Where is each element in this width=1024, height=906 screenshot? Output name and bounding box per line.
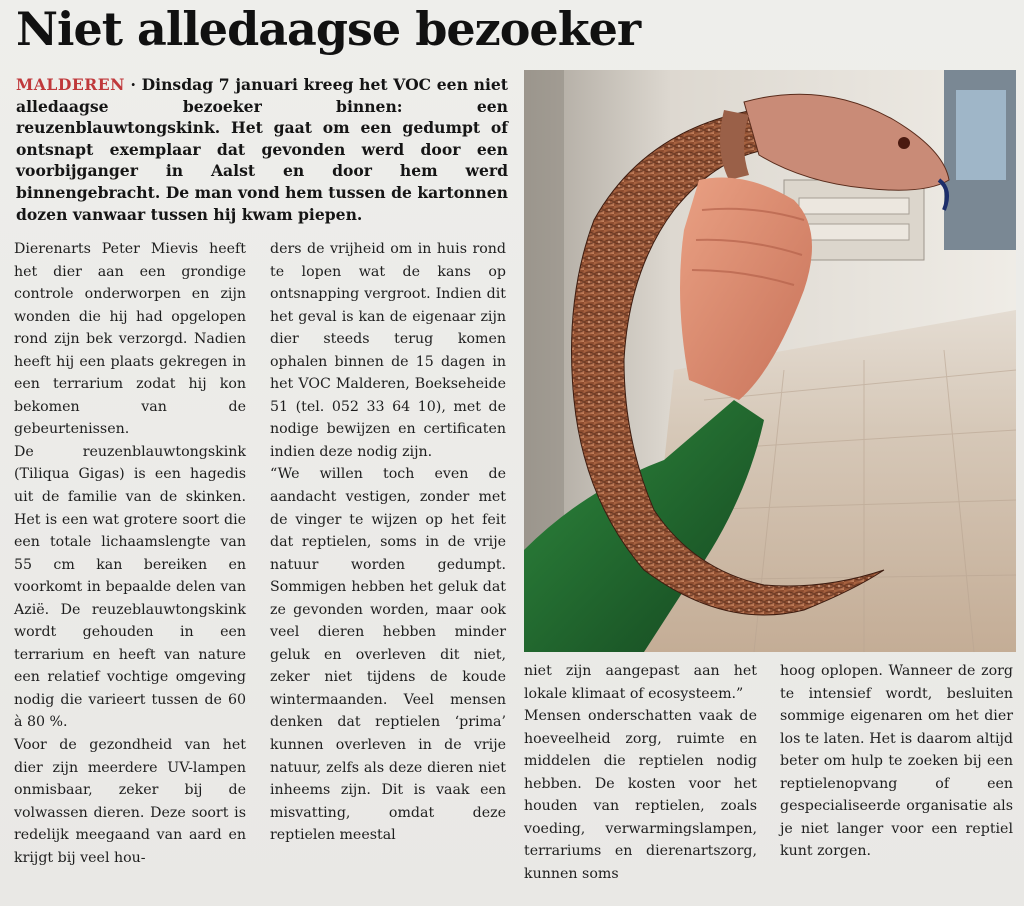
column-1	[14, 238, 246, 869]
lead-paragraph	[16, 74, 508, 225]
headline: Niet alledaagse bezoeker	[16, 2, 641, 56]
paragraph: niet zijn aangepast aan het lokale klimaat of ecosysteem.”	[524, 663, 757, 702]
paragraph: hoog oplopen. Wanneer de zorg te intensief wordt, besluiten sommige eigenaren om het dier los te laten. Het is daarom altijd beter om hulp te zoeken bij een reptielenopvang of een gespecialiseerde organisatie als je niet langer voor een reptiel kunt zorgen.	[780, 663, 1013, 860]
column-4	[780, 660, 1013, 863]
paragraph: Mensen onderschatten vaak de hoeveelheid zorg, ruimte en middelen die reptielen nodig hebben. De kosten voor het houden van reptielen, zoals voeding, verwarmingslampen, terrariums en dierenartszorg, kunnen soms	[524, 708, 757, 882]
lead-text: · Dinsdag 7 januari kreeg het VOC een niet alledaagse bezoeker binnen: een reuzenblauwtongskink. Het gaat om een gedumpt of ontsnapt exemplaar dat gevonden werd door een voorbijganger in Aalst en door hem werd binnengebracht. De man vond hem tussen de kartonnen dozen vanwaar tussen hij kwam piepen.	[16, 75, 508, 224]
skink-photo	[524, 70, 1016, 652]
paragraph: “We willen toch even de aandacht vestigen, zonder met de vinger te wijzen op het feit dat reptielen, soms in de vrije natuur worden gedumpt. Sommigen hebben het geluk dat ze gevonden worden, maar ook veel dieren hebben minder geluk en overleven dit niet, zeker niet tijdens de koude wintermaanden. Veel mensen denken dat reptielen ‘prima’ kunnen overleven in de vrije natuur, zelfs als deze dieren niet inheems zijn. Dit is vaak een misvatting, omdat deze reptielen meestal	[270, 466, 506, 844]
column-2	[270, 238, 506, 847]
paragraph: Voor de gezondheid van het dier zijn meerdere UV-lampen onmisbaar, zeker bij de volwassen dieren. Deze soort is redelijk meegaand van aard en krijgt bij veel hou-	[14, 737, 246, 866]
paragraph: ders de vrijheid om in huis rond te lopen wat de kans op ontsnapping vergroot. Indien dit het geval is kan de eigenaar zijn dier steeds terug komen ophalen binnen de 15 dagen in het VOC Malderen, Boekseheide 51 (tel. 052 33 64 10), met de nodige bewijzen en certificaten indien deze nodig zijn.	[270, 241, 506, 460]
paragraph: De reuzenblauwtongskink (Tiliqua Gigas) is een hagedis uit de familie van de skinken. Het is een wat grotere soort die een totale lichaamslengte van 55 cm kan bereiken en voorkomt in bepaalde delen van Azië. De reuzeblauwtongskink wordt gehouden in een terrarium en heeft van nature een relatief vochtige omgeving nodig die varieert tussen de 60 à 80 %.	[14, 443, 246, 731]
paragraph: Dierenarts Peter Mievis heeft het dier aan een grondige controle onderworpen en zijn wonden die hij had opgelopen rond zijn bek verzorgd. Nadien heeft hij een plaats gekregen in een terrarium zodat hij kon bekomen van de gebeurtenissen.	[14, 241, 246, 438]
dateline: MALDEREN	[16, 75, 125, 94]
column-3	[524, 660, 757, 885]
